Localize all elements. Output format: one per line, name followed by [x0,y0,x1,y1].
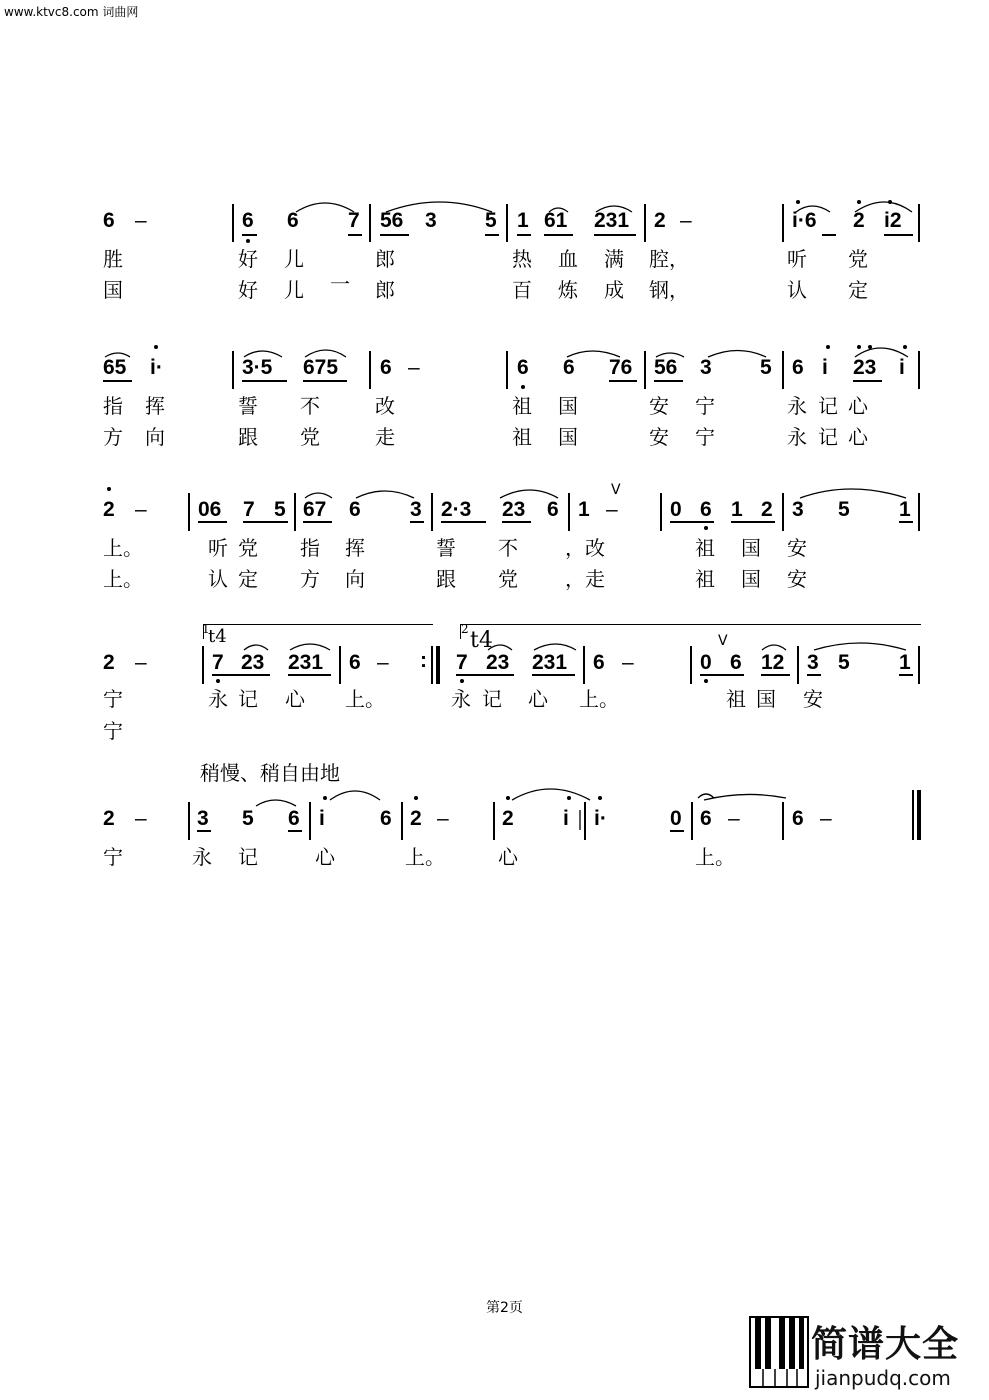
logo-url: jianpudq.com [815,1366,951,1390]
lyric: 跟 [436,567,456,591]
barline [690,646,692,684]
note: 6 [517,356,529,379]
barline [782,351,784,389]
note: 3 [197,807,209,830]
barline [232,204,234,242]
dash: – [728,807,740,830]
fermata [698,794,714,798]
note: 6 [349,651,361,674]
dash: – [622,651,634,674]
lyric: 党 [498,567,518,591]
logo-title: 简谱大全 [811,1324,960,1365]
barline [188,802,190,840]
note: 6 [242,209,254,232]
note: i2 [884,209,902,232]
lyric: 走 [375,425,395,449]
lyric: 上。 [579,687,619,711]
barline [568,493,570,531]
lyric: 宁 [695,394,715,418]
lyric: 指 [103,394,123,418]
lyric: 血 [558,247,578,271]
lyric: 党 [238,536,258,560]
lyric: ，改 [565,536,605,560]
note: 231 [594,209,630,232]
slur [330,791,380,800]
lyric: 记 [818,425,838,449]
dash: – [135,651,147,674]
lyric: 改 [375,394,395,418]
lyric: 不 [300,394,320,418]
barline [782,802,784,840]
barline [431,646,433,684]
lyric: 向 [345,567,365,591]
note: 2 [103,807,115,830]
note: 1 [578,498,590,521]
lyric: 国 [756,687,776,711]
lyric: 宁 [695,425,715,449]
lyric: 记 [818,394,838,418]
note: 6 [380,807,392,830]
lyric: 上。 [103,536,143,560]
lyric: 祖 [695,567,715,591]
lyrics-verse-1 [0,246,989,274]
note: 231 [288,651,324,674]
barline [188,493,190,531]
note: 6 [792,356,804,379]
site-header: www.ktvc8.com 词曲网 [4,5,139,19]
lyric: 安 [649,394,669,418]
lyric: 定 [238,567,258,591]
note: 23 [241,651,265,674]
barline [918,351,920,389]
lyrics-verse-1 [0,535,989,563]
barline [232,351,234,389]
note: 12 [761,651,785,674]
barline [202,646,204,684]
page-number: 第2页 [486,1300,523,1316]
note: 3 [425,209,437,232]
lyric: 记 [238,687,258,711]
note: 675 [303,356,339,379]
note: i [899,356,905,379]
lyrics-verse-1 [0,393,989,421]
volta-bracket-1 [203,624,433,639]
lyric: 安 [787,567,807,591]
note: 7 [243,498,255,521]
barline [918,493,920,531]
note: 23 [486,651,510,674]
lyric: 炼 [558,278,578,302]
lyric: 胜 [103,247,123,271]
lyrics-verse-2 [0,566,989,594]
barline [369,204,371,242]
note: 5 [274,498,286,521]
lyric: 腔， [649,247,689,271]
note: 6 [700,498,712,521]
note: 6 [349,498,361,521]
note: i· [150,356,163,379]
lyric: 心 [528,687,548,711]
note: 76 [609,356,633,379]
note: 2 [761,498,773,521]
barline [691,802,693,840]
barline [584,802,586,840]
lyric: 方 [300,567,320,591]
note: i [563,807,569,830]
lyrics-verse-2 [0,272,989,305]
lyric: 安 [803,687,823,711]
barline [583,646,585,684]
note: 23 [853,356,877,379]
note: 61 [544,209,568,232]
note: 0 [670,807,682,830]
lyric: 永 [787,394,807,418]
lyric: 方 [103,425,123,449]
lyric: 定 [848,278,868,302]
volta-bracket-2 [460,624,921,639]
note: 6 [730,651,742,674]
barline [797,646,799,684]
breath-mark: V [611,482,621,498]
lyric: 国 [558,394,578,418]
lyric: 宁 [103,845,123,869]
lyric: 钢， [649,278,689,302]
lyric: 党 [848,247,868,271]
lyric: 满 [604,247,624,271]
lyric: 祖 [726,687,746,711]
note: 5 [838,498,850,521]
barline [918,646,920,684]
slur [512,789,590,800]
note: 3 [807,651,819,674]
note: 67 [303,498,327,521]
slur [704,794,786,800]
lyric: 听 [787,247,807,271]
note: 56 [380,209,404,232]
lyric: 国 [741,536,761,560]
barline-thick [436,646,440,684]
lyric: 心 [848,425,868,449]
final-barline [917,790,921,840]
note: 2 [410,807,422,830]
note: 1 [517,209,529,232]
note: 2 [502,807,514,830]
lyric: 指 [300,536,320,560]
note: 65 [103,356,127,379]
note: 3 [792,498,804,521]
barline [644,204,646,242]
note: 7 [456,651,468,674]
lyrics-verse-1 [0,844,989,872]
breath-mark: V [718,633,728,649]
volta-number-2: 2 [461,622,469,636]
lyric: 成 [604,278,624,302]
lyric: 儿 [284,247,304,271]
lyric: 挥 [145,394,165,418]
lyric: 向 [145,425,165,449]
dash: – [820,807,832,830]
lyric: 安 [649,425,669,449]
note: 6 [563,356,575,379]
barline [660,493,662,531]
note: 2 [654,209,666,232]
barline [431,493,433,531]
lyric: 国 [741,567,761,591]
lyric: 好 [238,278,258,302]
note: 7 [348,209,360,232]
volta-number-1: 1 [202,622,210,636]
note: 6 [547,498,559,521]
lyrics-verse-1 [0,686,989,714]
note: 1 [731,498,743,521]
note: 6 [288,807,300,830]
lyric: 党 [300,425,320,449]
barline [506,204,508,242]
note: 1 [899,651,911,674]
lyric: 热 [512,247,532,271]
lyric: 郎 [375,247,395,271]
dash: – [377,651,389,674]
note: i [822,356,828,379]
piano-keys-icon [749,1316,809,1388]
repeat-dots: : [420,649,427,672]
lyric: 不 [498,536,518,560]
lyric: 听 [208,536,228,560]
lyric: 跟 [238,425,258,449]
barline [401,802,403,840]
note: 6 [103,209,115,232]
note: 6 [700,807,712,830]
barline [782,204,784,242]
note: 3·5 [242,356,273,379]
note: 7 [212,651,224,674]
note: 2 [103,498,115,521]
lyric: 认 [787,278,807,302]
lyric: 挥 [345,536,365,560]
note: 6 [380,356,392,379]
lyrics-verse-2 [0,424,989,452]
barline [369,351,371,389]
note: 2·3 [441,498,472,521]
note: 23 [502,498,526,521]
lyric: 永 [451,687,471,711]
note: 1 [899,498,911,521]
dash: – [135,209,147,232]
note: 5 [838,651,850,674]
lyric: 心 [315,845,335,869]
dash: – [135,807,147,830]
lyric: 安 [787,536,807,560]
note: 2 [103,651,115,674]
barline [506,351,508,389]
lyric: 永 [192,845,212,869]
note: 0 [700,651,712,674]
dash: – [437,807,449,830]
lyric: 上。 [695,845,735,869]
lyric: 祖 [512,394,532,418]
lyric: 认 [208,567,228,591]
lyric: 儿 [284,278,304,302]
barline [912,790,914,840]
barline [294,493,296,531]
barline [644,351,646,389]
tempo-marking: 稍慢、稍自由地 [200,761,340,785]
lyric: 好 [238,247,258,271]
lyric: 心 [848,394,868,418]
lyric: 永 [208,687,228,711]
lyric: 宁 [103,719,123,743]
barline [782,493,784,531]
note: 3 [700,356,712,379]
note: i [319,807,325,830]
lyric: 郎 [375,278,395,302]
dash: – [135,498,147,521]
lyric: 国 [558,425,578,449]
barline [918,204,920,242]
site-logo [749,1314,975,1392]
lyric: 永 [787,425,807,449]
dash: – [408,356,420,379]
note: 6 [792,807,804,830]
barline [309,802,311,840]
volta-mark-2: t4 [470,628,493,653]
note: 5 [760,356,772,379]
lyric: 心 [285,687,305,711]
volta-mark-1: t4 [208,626,227,647]
note: i· [594,807,607,830]
barline [493,802,495,840]
lyrics-verse-2 [0,718,989,746]
note: 5 [485,209,497,232]
lyric: 心 [498,845,518,869]
note: 56 [654,356,678,379]
note: 06 [198,498,222,521]
note: 231 [532,651,568,674]
lyric: 上。 [405,845,445,869]
barline [339,646,341,684]
lyric: 上。 [345,687,385,711]
lyric: 国 [103,278,123,302]
note: 3 [410,498,422,521]
lyric: 誓 [238,394,258,418]
note: 2 [853,209,865,232]
lyric: 百 [512,278,532,302]
lyric: 一 [330,272,350,296]
lyric: 宁 [103,687,123,711]
note: i·6 [792,209,817,232]
lyric: ，走 [565,567,605,591]
lyric: 记 [482,687,502,711]
dash: – [606,498,618,521]
lyric: 祖 [695,536,715,560]
note: 5 [242,807,254,830]
dash: – [680,209,692,232]
note: 6 [593,651,605,674]
note: 0 [670,498,682,521]
note: 6 [287,209,299,232]
lyric: 祖 [512,425,532,449]
lyric: 上。 [103,567,143,591]
lyric: 记 [238,845,258,869]
lyric: 誓 [436,536,456,560]
